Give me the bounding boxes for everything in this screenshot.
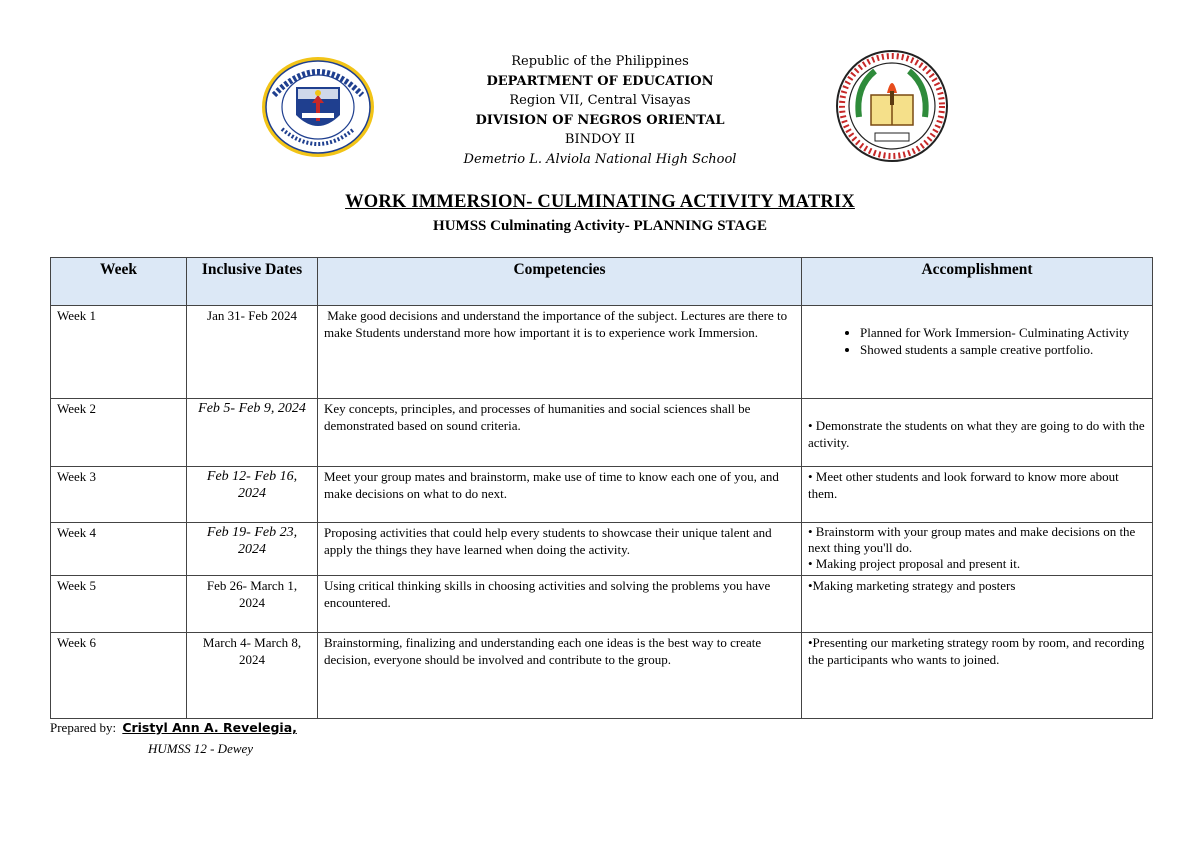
dates-cell: Feb 5- Feb 9, 2024 — [187, 399, 318, 467]
accomplishment-cell: •Presenting our marketing strategy room by room, and recording the participants who wants to joined. — [802, 633, 1153, 719]
document-title: WORK IMMERSION- CULMINATING ACTIVITY MATRIX — [345, 192, 855, 212]
header-week: Week — [51, 258, 187, 306]
region-line: Region VII, Central Visayas — [509, 93, 691, 108]
competencies-cell: Brainstorming, finalizing and understanding each one ideas is the best way to create decision, everyone should be involved and contribute to the group. — [318, 633, 802, 719]
week-cell: Week 4 — [51, 523, 187, 576]
deped-seal-logo — [260, 55, 376, 159]
week-cell: Week 3 — [51, 467, 187, 523]
department-line: DEPARTMENT OF EDUCATION — [486, 73, 714, 89]
table-header-row — [51, 258, 1153, 306]
accomplishment-cell — [802, 306, 1153, 399]
competencies-cell: Make good decisions and understand the importance of the subject. Lectures are there to make Students understand more how important it is to experience work Immersion. — [318, 306, 802, 399]
division-line: DIVISION OF NEGROS ORIENTAL — [475, 112, 725, 128]
competencies-cell: Key concepts, principles, and processes of humanities and social sciences shall be demonstrated based on sound criteria. — [318, 399, 802, 467]
accomplishment-item: • Brainstorm with your group mates and make decisions on the next thing you'll do. — [808, 524, 1136, 555]
table-row — [51, 633, 1153, 719]
document-subtitle: HUMSS Culminating Activity- PLANNING STAGE — [433, 218, 767, 234]
district-line: BINDOY II — [564, 132, 636, 147]
dates-cell: Feb 19- Feb 23, 2024 — [187, 523, 318, 576]
dates-cell: March 4- March 8, 2024 — [187, 633, 318, 719]
table-row — [51, 467, 1153, 523]
school-name-line: Demetrio L. Alviola National High School — [463, 151, 737, 167]
accomplishment-cell — [802, 523, 1153, 576]
accomplishment-cell: • Demonstrate the students on what they are going to do with the activity. — [802, 399, 1153, 467]
competencies-cell: Meet your group mates and brainstorm, make use of time to know each one of you, and make decisions on what to do next. — [318, 467, 802, 523]
table-row — [51, 576, 1153, 633]
preparer-name: Cristyl Ann A. Revelegia, — [122, 720, 297, 735]
republic-line: Republic of the Philippines — [511, 54, 689, 69]
dates-cell: Feb 12- Feb 16, 2024 — [187, 467, 318, 523]
preparer-section: HUMSS 12 - Dewey — [148, 741, 254, 756]
accomplishment-cell: •Making marketing strategy and posters — [802, 576, 1153, 633]
week-cell: Week 6 — [51, 633, 187, 719]
prepared-by-label: Prepared by: — [50, 720, 117, 735]
accomplishment-item: • Making project proposal and present it. — [808, 556, 1021, 571]
week-cell: Week 1 — [51, 306, 187, 399]
dates-cell: Feb 26- March 1, 2024 — [187, 576, 318, 633]
prepared-by — [50, 720, 297, 736]
header-accomplishment: Accomplishment — [802, 258, 1153, 306]
table-row — [51, 523, 1153, 576]
school-seal-logo — [835, 47, 949, 165]
accomplishment-cell: • Meet other students and look forward to know more about them. — [802, 467, 1153, 523]
dates-cell: Jan 31- Feb 2024 — [187, 306, 318, 399]
accomplishment-item: • Planned for Work Immersion- Culminating Activity — [860, 324, 1146, 341]
week-cell: Week 2 — [51, 399, 187, 467]
letterhead — [420, 52, 780, 169]
competencies-cell: Using critical thinking skills in choosing activities and solving the problems you have encountered. — [318, 576, 802, 633]
table-row — [51, 306, 1153, 399]
table-row — [51, 399, 1153, 467]
activity-matrix-table — [50, 257, 1153, 719]
header-dates: Inclusive Dates — [187, 258, 318, 306]
header-competencies: Competencies — [318, 258, 802, 306]
week-cell: Week 5 — [51, 576, 187, 633]
competencies-cell: Proposing activities that could help every students to showcase their unique talent and apply the things they have learned when doing the activity. — [318, 523, 802, 576]
accomplishment-item: • Showed students a sample creative portfolio. — [860, 341, 1146, 358]
